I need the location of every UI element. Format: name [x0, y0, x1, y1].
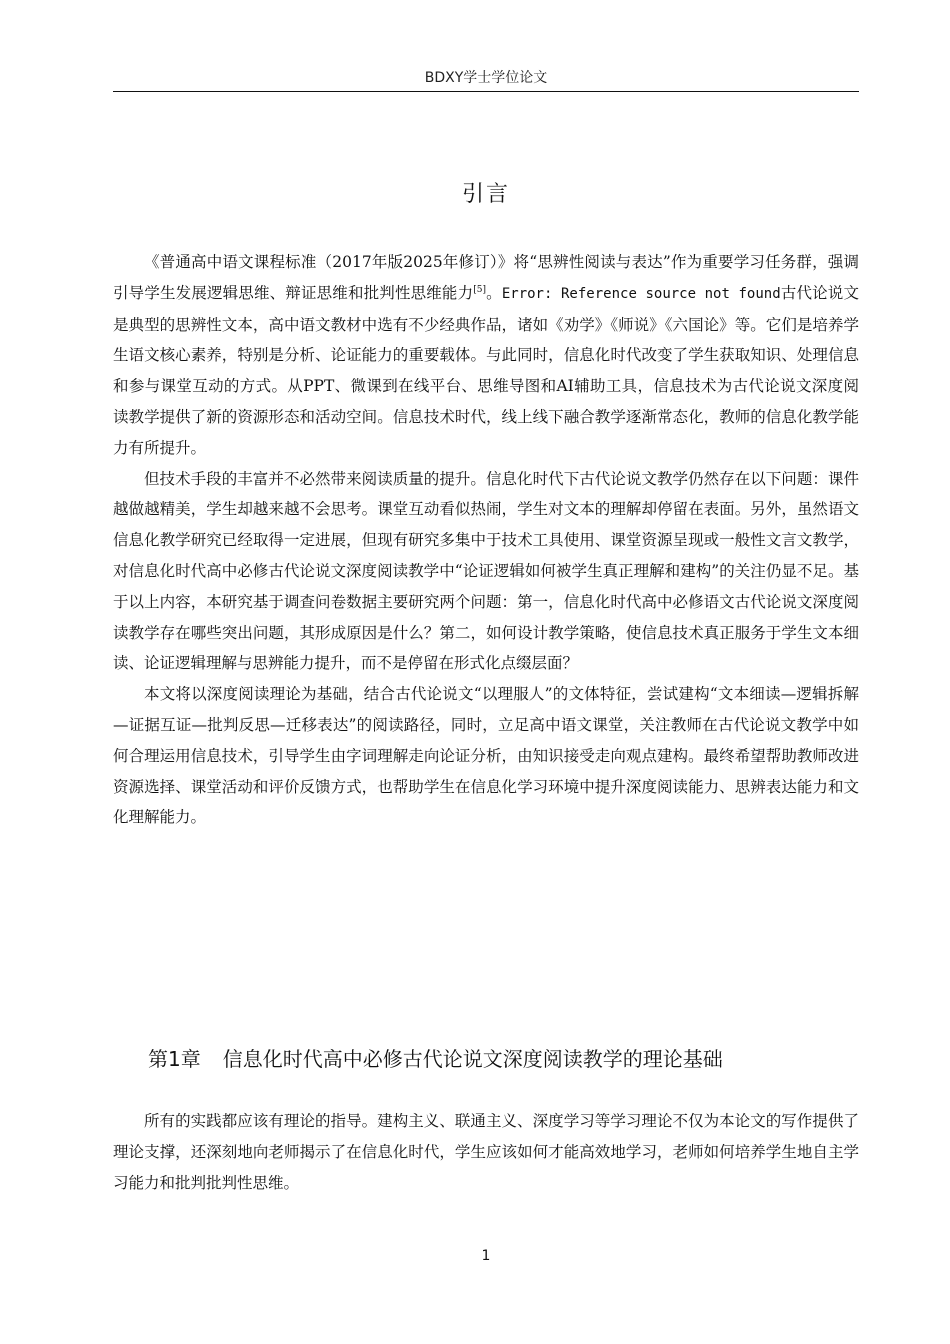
introduction-body — [113, 247, 859, 833]
chapter-1-body — [113, 1106, 859, 1198]
chapter-title: 信息化时代高中必修古代论说文深度阅读教学的理论基础 — [222, 1047, 723, 1071]
section-title-introduction: 引言 — [461, 182, 510, 207]
header-rule — [113, 91, 859, 92]
page-number: 1 — [481, 1248, 491, 1264]
running-header: BDXY学士学位论文 — [424, 70, 548, 86]
intro-paragraph-3: 本文将以深度阅读理论为基础，结合古代论说文“以理服人”的文体特征，尝试建构“文本细读—逻辑拆解—证据互证—批判反思—迁移表达”的阅读路径，同时，立足高中语文课堂，关注教师在古代论说文教学中如何合理运用信息技术，引导学生由字词理解走向论证分析，由知识接受走向观点建构。最终希望帮助教师改进资源选择、课堂活动和评价反馈方式，也帮助学生在信息化学习环境中提升深度阅读能力、思辨表达能力和文化理解能力。 — [113, 685, 859, 827]
chapter-number: 第1章 — [148, 1047, 201, 1071]
reference-error-text: Error: Reference source not found — [501, 285, 781, 302]
intro-p1-text: 《普通高中语文课程标准（2017年版2025年修订）》将“思辨性阅读与表达”作为重要学习任务群，强调引导学生发展逻辑思维、辩证思维和批判性思维能力 — [113, 253, 859, 302]
intro-paragraph-1 — [113, 247, 859, 464]
intro-p1-period: 。 — [486, 283, 502, 302]
citation-marker[interactable]: [5] — [473, 284, 487, 295]
intro-paragraph-2: 但技术手段的丰富并不必然带来阅读质量的提升。信息化时代下古代论说文教学仍然存在以下问题：课件越做越精美，学生却越来越不会思考。课堂互动看似热闹，学生对文本的理解却停留在表面。另外，虽然语文信息化教学研究已经取得一定进展，但现有研究多集中于技术工具使用、课堂资源呈现或一般性文言文教学，对信息化时代高中必修古代论说文深度阅读教学中“论证逻辑如何被学生真正理解和建构”的关注仍显不足。基于以上内容，本研究基于调查问卷数据主要研究两个问题：第一，信息化时代高中必修语文古代论说文深度阅读教学存在哪些突出问题，其形成原因是什么？第二，如何设计教学策略，使信息技术真正服务于学生文本细读、论证逻辑理解与思辨能力提升，而不是停留在形式化点缀层面？ — [113, 469, 859, 673]
chapter-1-heading — [148, 1044, 723, 1074]
chapter-1-paragraph-1: 所有的实践都应该有理论的指导。建构主义、联通主义、深度学习等学习理论不仅为本论文的写作提供了理论支撑，还深刻地向老师揭示了在信息化时代，学生应该如何才能高效地学习，老师如何培养学生地自主学习能力和批判批判性思维。 — [113, 1112, 859, 1192]
intro-p1-rest: 古代论说文是典型的思辨性文本，高中语文教材中选有不少经典作品，诸如《劝学》《师说》《六国论》等。它们是培养学生语文核心素养，特别是分析、论证能力的重要载体。与此同时，信息化时代改变了学生获取知识、处理信息和参与课堂互动的方式。从PPT、微课到在线平台、思维导图和AI辅助工具，信息技术为古代论说文深度阅读教学提供了新的资源形态和活动空间。信息技术时代，线上线下融合教学逐渐常态化，教师的信息化教学能力有所提升。 — [113, 283, 859, 457]
